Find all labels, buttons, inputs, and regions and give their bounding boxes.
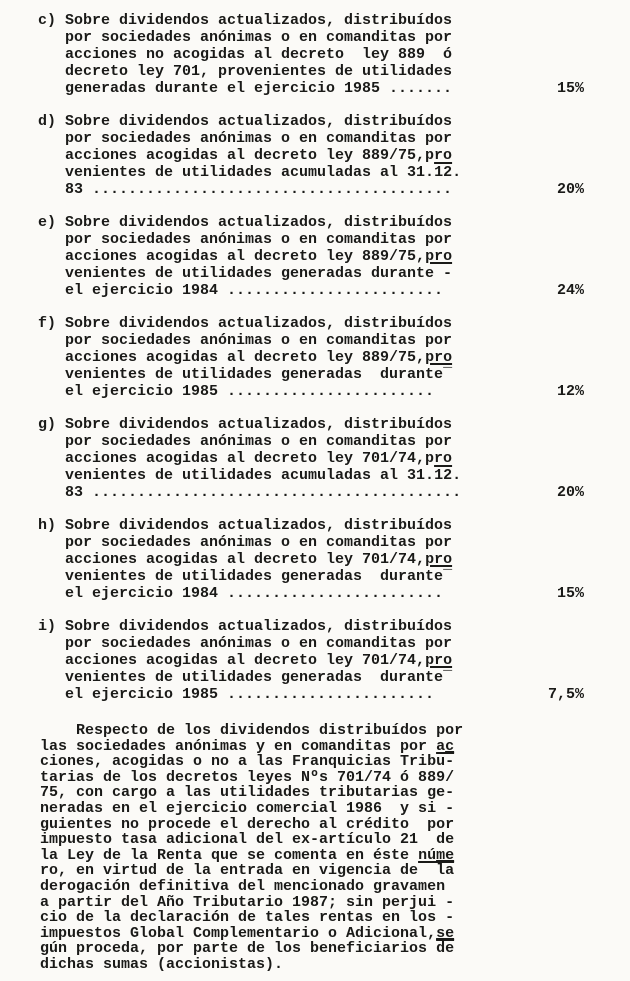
text-fragment: el ejercicio 1985 ....................... [65, 383, 435, 400]
text-fragment: Sobre dividendos actualizados, distribuídos [65, 618, 453, 635]
item-body-text [65, 618, 452, 703]
text-fragment: derogación definitiva del mencionado gravamen [40, 877, 446, 895]
text-fragment: Sobre dividendos actualizados, distribuídos [65, 12, 453, 29]
text-fragment: impuestos Global Complementario o Adicional, [40, 924, 437, 942]
text-fragment: ciones, acogidas o no a las Franquicias Tribu [40, 753, 446, 771]
text-fragment: venientes de utilidades acumuladas al 31. [65, 467, 435, 484]
text-fragment: venientes de utilidades acumuladas al 31. [65, 164, 435, 181]
item-body-text [65, 214, 452, 299]
text-line [65, 467, 461, 484]
text-fragment: dichas sumas (accionistas). [40, 955, 284, 973]
item-letter-label: c) [38, 12, 57, 29]
list-item [38, 315, 584, 400]
text-fragment: acciones no acogidas al decreto ley 889 ó [65, 46, 453, 63]
text-line [65, 282, 452, 299]
text-line [40, 754, 584, 770]
text-fragment: Sobre dividendos actualizados, distribuídos [65, 517, 453, 534]
text-line [65, 46, 452, 63]
text-line [65, 433, 461, 450]
text-line [40, 739, 584, 755]
text-fragment: decreto ley 701, provenientes de utilidades [65, 63, 453, 80]
text-fragment: acciones acogidas al decreto ley 889/75, [65, 248, 426, 265]
text-fragment: ¯ [443, 366, 453, 383]
underlined-fragment: se [436, 924, 455, 942]
overlined-fragment: - [445, 753, 455, 771]
text-fragment: ro, en virtud de la entrada en vigencia de [40, 862, 437, 880]
text-line [65, 332, 452, 349]
text-fragment: Sobre dividendos actualizados, distribuídos [65, 416, 453, 433]
text-line [65, 265, 452, 282]
text-line [65, 652, 452, 669]
item-rate-value: 15% [556, 80, 584, 97]
text-fragment: 83 ........................................ [65, 181, 453, 198]
text-fragment: acciones acogidas al decreto ley 701/74, [65, 551, 426, 568]
text-line [65, 517, 452, 534]
text-line [40, 879, 584, 895]
text-line [65, 383, 452, 400]
list-item [38, 416, 584, 501]
item-letter-label: f) [38, 315, 57, 332]
text-line [40, 832, 584, 848]
item-rate-value: 20% [556, 181, 584, 198]
item-letter-label: g) [38, 416, 57, 433]
rate-list [38, 12, 584, 703]
text-line [65, 534, 452, 551]
underlined-fragment: núme [418, 846, 455, 864]
text-line [65, 181, 461, 198]
text-line [65, 63, 452, 80]
item-rate-value: 24% [556, 282, 584, 299]
item-rate-value: 7,5% [547, 686, 584, 703]
text-line [65, 669, 452, 686]
text-fragment: las sociedades anónimas y en comanditas por [40, 737, 437, 755]
text-fragment: acciones acogidas al decreto ley 889/75, [65, 349, 426, 366]
text-fragment: . [452, 467, 462, 484]
text-fragment: el ejercicio 1984 ........................ [65, 585, 444, 602]
text-fragment: por sociedades anónimas o en comanditas por [65, 231, 453, 248]
text-fragment: ¯ [443, 568, 453, 585]
list-item [38, 618, 584, 703]
text-line [40, 910, 584, 926]
text-line [65, 214, 452, 231]
text-fragment: el ejercicio 1984 ........................ [65, 282, 444, 299]
text-line [65, 113, 461, 130]
item-rate-value: 12% [556, 383, 584, 400]
item-letter-label: d) [38, 113, 57, 130]
text-fragment: la Ley de la Renta que se comenta en éste [40, 846, 419, 864]
item-body-text [65, 315, 452, 400]
underlined-fragment: pro [425, 551, 453, 568]
text-fragment: acciones acogidas al decreto ley 701/74, [65, 652, 426, 669]
text-line [40, 817, 584, 833]
text-fragment: por sociedades anónimas o en comanditas por [65, 433, 453, 450]
text-line [40, 941, 584, 957]
text-fragment: ¯ [443, 669, 453, 686]
text-line [65, 450, 461, 467]
item-letter-label: h) [38, 517, 57, 534]
text-fragment: acciones acogidas al decreto ley 701/74,pro [65, 450, 453, 467]
item-body-text [65, 12, 452, 97]
text-line [40, 785, 584, 801]
underlined-fragment: pro [425, 248, 453, 265]
text-line [65, 484, 461, 501]
text-line [65, 12, 452, 29]
text-fragment: venientes de utilidades generadas durante [65, 568, 444, 585]
text-fragment: impuesto tasa adicional del ex-artículo 21 de [40, 831, 455, 849]
list-item [38, 113, 584, 198]
text-fragment: . [452, 164, 462, 181]
text-fragment: 83 ......................................... [65, 484, 462, 501]
item-body-text [65, 416, 461, 501]
text-fragment: venientes de utilidades generadas durante [65, 669, 444, 686]
item-rate-value: 15% [556, 585, 584, 602]
text-fragment: a partir del Año Tributario 1987; sin perjui - [40, 893, 455, 911]
text-line [65, 551, 452, 568]
text-line [65, 686, 452, 703]
text-fragment: Respecto de los dividendos distribuídos por [40, 722, 464, 739]
text-line [40, 770, 584, 786]
text-fragment: venientes de utilidades generadas durante - [65, 265, 453, 282]
text-line [65, 80, 452, 97]
text-fragment: guientes no procede el derecho al crédito por [40, 815, 455, 833]
text-fragment: cio de la declaración de tales rentas en los - [40, 909, 455, 927]
text-line [65, 164, 461, 181]
text-line [40, 957, 584, 973]
text-line [40, 723, 584, 739]
item-rate-value: 20% [556, 484, 584, 501]
item-body-text [65, 113, 461, 198]
closing-paragraph [40, 723, 584, 973]
list-item [38, 12, 584, 97]
text-line [65, 349, 452, 366]
text-line [65, 130, 461, 147]
text-fragment: por sociedades anónimas o en comanditas por [65, 332, 453, 349]
text-line [65, 366, 452, 383]
text-line [65, 635, 452, 652]
text-fragment: Sobre dividendos actualizados, distribuídos [65, 113, 453, 130]
underlined-fragment: pro [425, 652, 453, 669]
overlined-fragment: 12 [434, 467, 453, 484]
underlined-fragment: ac [436, 737, 455, 755]
list-item [38, 214, 584, 299]
text-line [65, 416, 461, 433]
overlined-fragment: $\overline{la}$ [436, 862, 455, 880]
text-line [65, 568, 452, 585]
text-fragment: Sobre dividendos actualizados, distribuídos [65, 214, 453, 231]
item-body-text [65, 517, 452, 602]
text-line [65, 231, 452, 248]
text-fragment: venientes de utilidades generadas durante [65, 366, 444, 383]
text-line [40, 863, 584, 879]
text-fragment: 75, con cargo a las utilidades tributarias ge- [40, 784, 455, 802]
text-fragment: por sociedades anónimas o en comanditas por [65, 29, 453, 46]
text-fragment: neradas en el ejercicio comercial 1986 y si - [40, 799, 455, 817]
text-fragment: por sociedades anónimas o en comanditas por [65, 534, 453, 551]
overlined-fragment: $\overline{de}$ [436, 940, 455, 958]
text-line [40, 926, 584, 942]
item-letter-label: e) [38, 214, 57, 231]
item-letter-label: i) [38, 618, 57, 635]
text-fragment: tarias de los decretos leyes Nºs 701/74 ó 889/ [40, 768, 455, 786]
text-line [65, 147, 461, 164]
text-fragment: generadas durante el ejercicio 1985 ....... [65, 80, 453, 97]
text-line [65, 585, 452, 602]
text-line [65, 29, 452, 46]
underlined-fragment: pro [425, 349, 453, 366]
text-line [40, 895, 584, 911]
text-fragment: por sociedades anónimas o en comanditas por [65, 635, 453, 652]
text-fragment: acciones acogidas al decreto ley 889/75,pro [65, 147, 453, 164]
text-fragment: Sobre dividendos actualizados, distribuídos [65, 315, 453, 332]
overlined-fragment: 12 [434, 164, 453, 181]
text-line [40, 801, 584, 817]
text-fragment: el ejercicio 1985 ....................... [65, 686, 435, 703]
list-item [38, 517, 584, 602]
text-fragment: por sociedades anónimas o en comanditas por [65, 130, 453, 147]
text-line [65, 248, 452, 265]
text-fragment: gún proceda, por parte de los beneficiarios [40, 940, 437, 958]
text-line [65, 618, 452, 635]
text-line [65, 315, 452, 332]
text-line [40, 848, 584, 864]
